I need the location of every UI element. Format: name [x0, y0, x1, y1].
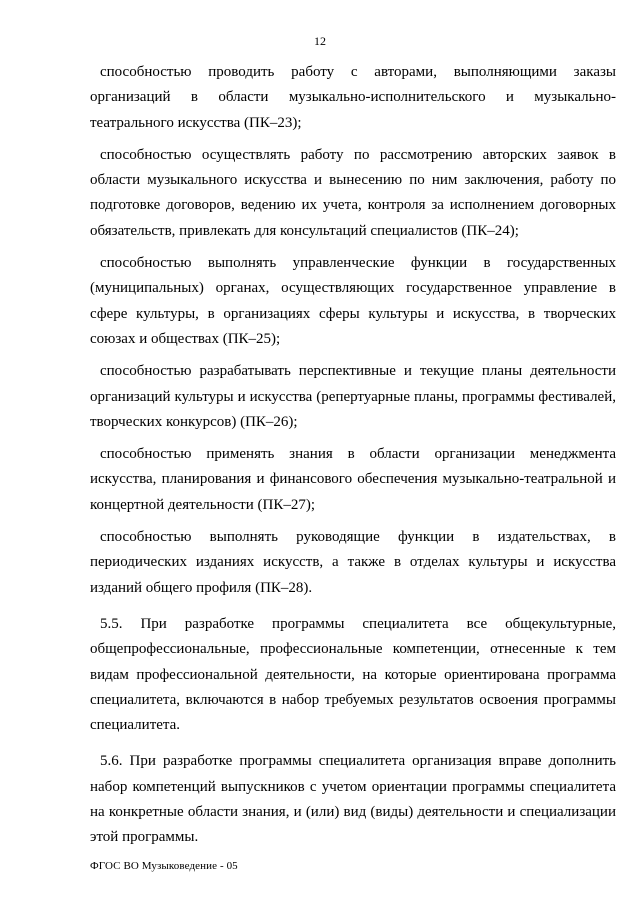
- paragraph-pk24: способностью осуществлять работу по рассмотрению авторских заявок в области музыкального искусства и вынесению по ним заключения, работу по подготовке договоров, ведению их учета, контроля за исполнением договорных обязательств, привлекать для консультаций специалистов (ПК–24);: [90, 146, 616, 239]
- paragraph-pk25: способностью выполнять управленческие функции в государственных (муниципальных) органах, осуществляющих государственное управление в сфере культуры, в организациях сферы культуры и искусства, в творческих союзах и обществах (ПК–25);: [90, 255, 616, 347]
- paragraph-pk28: способностью выполнять руководящие функции в издательствах, в периодических изданиях искусств, а также в отделах культуры и искусства изданий общего профиля (ПК–28).: [90, 529, 616, 596]
- paragraph-pk27: способностью применять знания в области организации менеджмента искусства, планирования и финансового обеспечения музыкально-театральной и концертной деятельности (ПК–27);: [90, 446, 616, 513]
- document-body: [90, 60, 616, 851]
- paragraph-pk26: способностью разрабатывать перспективные и текущие планы деятельности организаций культуры и искусства (репертуарные планы, программы фестивалей, творческих конкурсов) (ПК–26);: [90, 363, 616, 430]
- paragraph-pk23: способностью проводить работу с авторами, выполняющими заказы организаций в области музыкально-исполнительского и музыкально-театрального искусства (ПК–23);: [90, 64, 616, 131]
- paragraph-5-5: 5.5. При разработке программы специалитета все общекультурные, общепрофессиональные, профессиональные компетенции, отнесенные к тем видам профессиональной деятельности, на которые ориентирована программа специалитета, включаются в набор требуемых результатов освоения программы специалитета.: [90, 615, 616, 734]
- footer-label: ФГОС ВО Музыковедение - 05: [90, 860, 238, 872]
- page-number: 12: [314, 34, 326, 48]
- paragraph-5-6: 5.6. При разработке программы специалитета организация вправе дополнить набор компетенций выпускников с учетом ориентации программы специалитета на конкретные области знания, и (или) вид (виды) деятельности и специализации этой программы.: [90, 753, 616, 846]
